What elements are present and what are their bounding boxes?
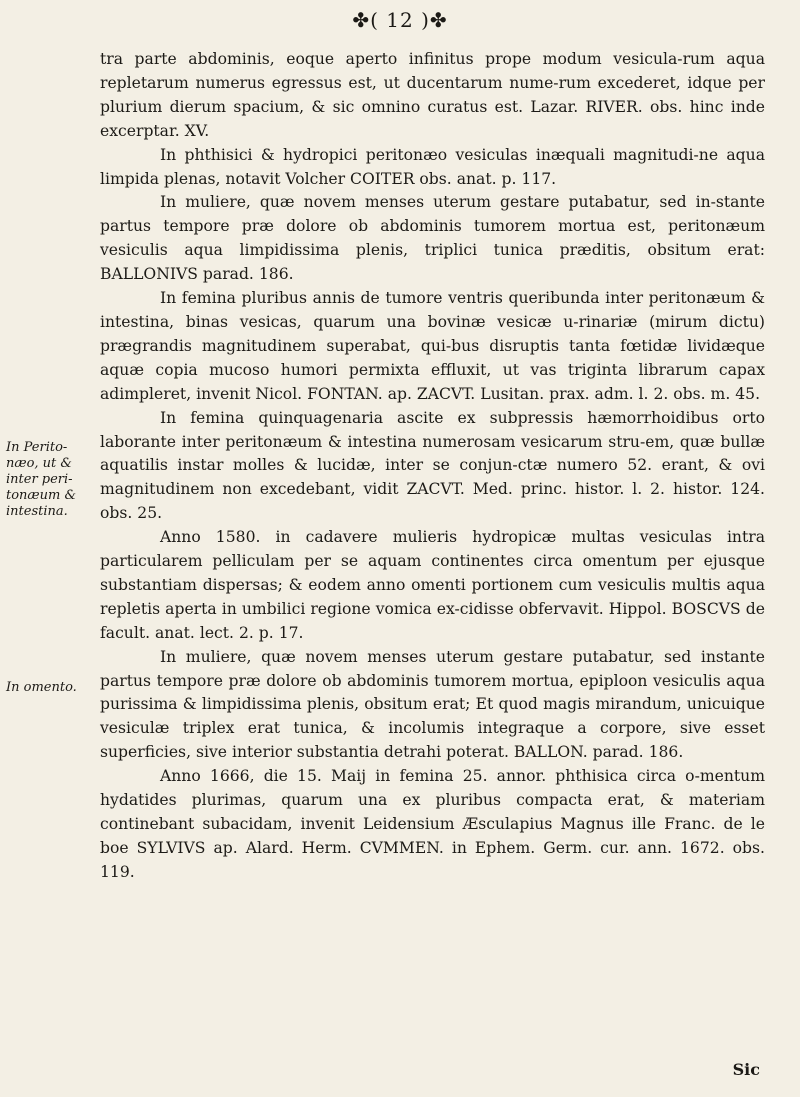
paragraph: In femina quinquagenaria ascite ex subpressis hæmorrhoidibus orto laborante inter peritonæum & intestina numerosam vesicarum stru-em, quæ bullæ aquatilis instar molles & lucidæ, inter se conjun-ctæ numero 52. erant, & ovi magnitudinem non excedebant, vidit ZACVT. Med. princ. histor. l. 2. histor. 124. obs. 25. [100, 408, 765, 523]
paragraph: Anno 1666, die 15. Maij in femina 25. annor. phthisica circa o-mentum hydatides plurimas, quarum una ex pluribus compacta erat, & materiam continebant subacidam, invenit Leidensium Æsculapius Magnus ille Franc. de le boe SYLVIVS ap. Alard. Herm. CVMMEN. in Ephem. Germ. cur. ann. 1672. obs. 119. [100, 767, 765, 881]
page-header: ✤( 12 )✤ [352, 8, 448, 32]
body-text [100, 48, 765, 885]
paragraph: In femina pluribus annis de tumore ventris queribunda inter peritonæum & intestina, binas vesicas, quarum una bovinæ vesicæ u-rinariæ (mirum dictu) prægrandis magnitudinem superabat, qui-bus disruptis tanta fœtidæ lividæque aquæ copia mucoso humori permixta effluxit, ut vas triginta librarum capax adimpleret, invenit Nicol. FONTAN. ap. ZACVT. Lusitan. prax. adm. l. 2. obs. m. 45. [100, 289, 765, 403]
catchword: Sic [732, 1060, 760, 1079]
paragraph: tra parte abdominis, eoque aperto infinitus prope modum vesicula-rum aqua repletarum numerus egressus est, ut ducentarum nume-rum excederet, idque per plurium dierum spacium, & sic omnino curatus est. Lazar. RIVER. obs. hinc inde excerptar. XV. [100, 50, 765, 140]
paragraph: In muliere, quæ novem menses uterum gestare putabatur, sed instante partus tempore præ dolore ob abdominis tumorem mortua, epiploon vesiculis aqua purissima & limpidissima plenis, obsitum erat; Et quod magis mirandum, unicuique vesiculæ triplex erat tunica, & incolumis integraque a corpore, sive esset superficies, sive interior substantia detrahi poterat. BALLON. parad. 186. [100, 647, 765, 762]
paragraph: In phthisici & hydropici peritonæo vesiculas inæquali magnitudi-ne aqua limpida plenas, notavit Volcher COITER obs. anat. p. 117. [100, 145, 765, 188]
paragraph: In muliere, quæ novem menses uterum gestare putabatur, sed in-stante partus tempore præ dolore ob abdominis tumorem mortua est, peritonæum vesiculis aqua limpidissima plenis, triplici tunica præditis, obsitum erat: BALLONIVS parad. 186. [100, 193, 765, 284]
margin-note-peritoneum: In Perito-næo, ut & inter peri-tonæum & intestina. [6, 440, 77, 519]
paragraph: Anno 1580. in cadavere mulieris hydropicæ multas vesiculas intra particularem pelliculam per se aquam continentes circa omentum per ejusque substantiam dispersas; & eodem anno omenti portionem cum vesiculis multis aqua repletis aperta in umbilici regione vomica ex-cidisse obfervavit. Hippol. BOSCVS de facult. anat. lect. 2. p. 17. [100, 528, 765, 642]
margin-note-omentum: In omento. [6, 680, 77, 695]
